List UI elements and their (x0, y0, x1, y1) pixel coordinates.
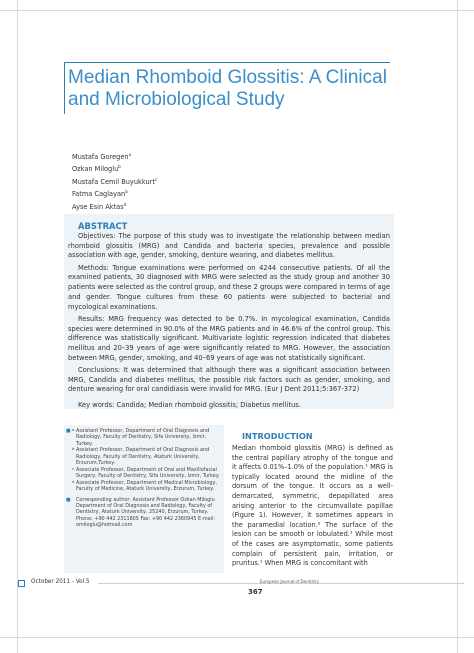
abstract-body (68, 232, 390, 413)
footer-journal: European Journal of Dentistry (260, 579, 319, 584)
affiliations-list (66, 428, 224, 529)
page-frame-left (17, 0, 18, 653)
corresponding-author: ■ Corresponding author: Assistant Professor Ozkan Miloglu Department of Oral Diagnosis and Radiology, Faculty of Dentistry, Ataturk University, 25240, Erzurum, Turkey. Phone: +90 442 2311805 Fax: +90 442 2360945 E-mail: omiloglu@hotmail.com (66, 496, 215, 528)
page-frame-bottom (0, 637, 474, 638)
abstract-objectives: Objectives: The purpose of this study was to investigate the relationship between median rhomboid glossitis (MRG) and Candida and bacteria species, prevalence and possible association with age, gender, smoking, denture wearing, and diabetes mellitus. (68, 232, 390, 260)
footer-issue: October 2011 - Vol.5 (31, 579, 90, 585)
introduction-body: Median rhomboid glossitis (MRG) is defined as the central papillary atrophy of the tongue and it affects 0.01%–1.0% of the population.¹ MRG is typically located around the midline of the dorsum of the tongue. It occurs as a well-demarcated, symmetric, depapillated area arising anterior to the circumvallate papillae (Figure 1). However, it sometimes appears in the paramedial location.² The surface of the lesion can be smooth or lobulated.¹ While most of the cases are asymptomatic, some patients complain of persistent pain, irritation, or pruritus.¹ When MRG is concomitant with (232, 444, 393, 568)
abstract-conclusions: Conclusions: It was determined that although there was a significant association between MRG, Candida and diabetes mellitus, the possible risk factors such as gender, smoking, and denture wearing for oral candidiasis were invalid for MRG. (Eur J Dent 2011;5:367-372) (68, 365, 390, 394)
article-title: Median Rhomboid Glossitis: A Clinical and Microbiological Study (68, 67, 387, 110)
title-rule-top (64, 62, 390, 63)
affiliation: ■ a Assistant Professor, Department of Oral Diagnosis and Radiology, Faculty of Dentistry, Sifa University, Izmir, Turkey. (66, 427, 210, 447)
abstract-results: Results: MRG frequency was detected to be 0.7%. In mycological examination, Candida species were determined in 90.0% of the MRG patients and in 46.6% of the control group. This difference was statistically significant. Multivariate logistic regression indicated that diabetes mellitus and 20–39 years of age were significantly related to MRG. However, the association between MRG, gender, smoking, and 40–69 years of age was not statistically significant. (68, 314, 390, 362)
author: Ayse Esin Aktas$^d$ (72, 201, 127, 211)
abstract-methods: Methods: Tongue examinations were performed on 4244 consecutive patients. Of all the examined patients, 30 diagnosed with MRG were selected as the study group and another 30 patients were selected as the control group, and these 2 groups were compared in terms of age and gender. Tongue cultures from these 60 patients were subjected to bacterial and mycological examinations. (68, 263, 390, 311)
abstract-heading: ABSTRACT (78, 221, 128, 231)
affiliation: c Associate Professor, Department of Oral and Maxillofacial Surgery, Faculty of Dentistry, Sifa University, Izmir, Turkey. (72, 465, 220, 480)
affiliation: d Associate Professor, Department of Medical Microbiology, Faculty of Medicine, Ataturk University, Erzurum, Turkey. (72, 479, 217, 493)
author: Mustafa Goregen$^a$ (72, 152, 132, 162)
author: Fatma Caglayan$^b$ (72, 189, 128, 199)
introduction-heading: INTRODUCTION (242, 431, 313, 441)
title-rule-left (64, 62, 65, 114)
page-number: 367 (248, 588, 263, 596)
author-list (72, 150, 157, 212)
page-frame-top (0, 10, 474, 11)
abstract-keywords: Key words: Candida; Median rhomboid glossitis; Diabetus mellitus. (78, 401, 301, 410)
footer-square-icon (18, 580, 25, 587)
author: Ozkan Miloglu$^b$ (72, 164, 121, 174)
author: Mustafa Cemil Buyukkurt$^c$ (72, 176, 158, 186)
affiliation: b Assistant Professor, Department of Oral Diagnosis and Radiology, Faculty of Dentistry, Ataturk University, Erzurum,Turkey. (72, 446, 210, 467)
page-frame-right (457, 0, 458, 653)
